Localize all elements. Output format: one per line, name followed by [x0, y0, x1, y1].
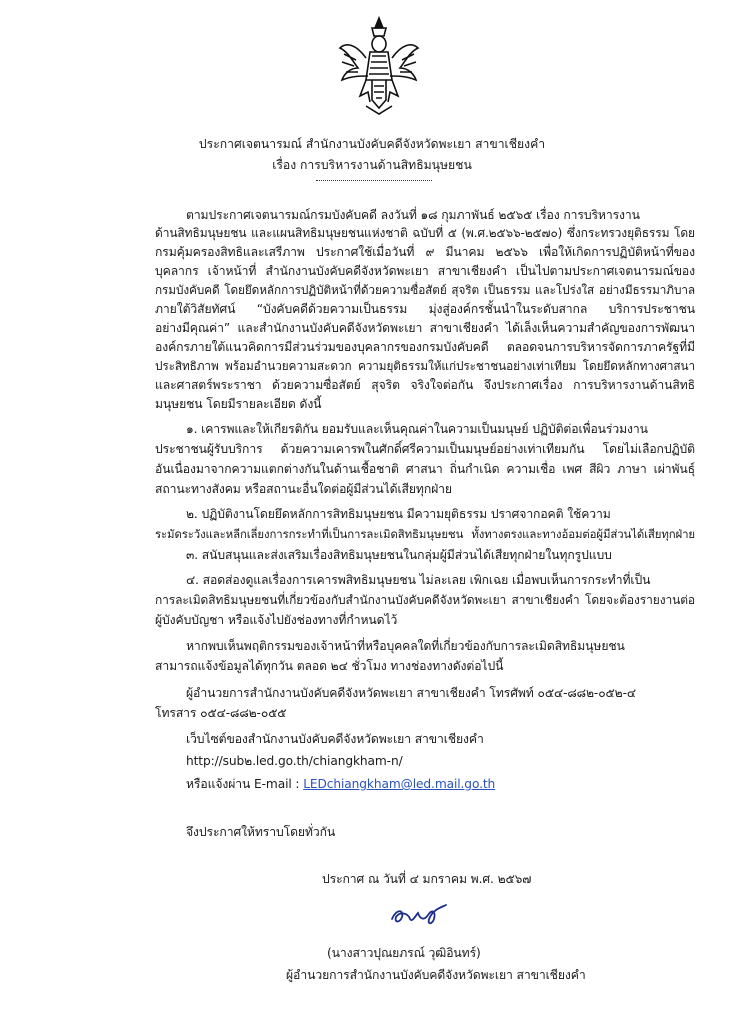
- intro-line: ตามประกาศเจตนารมณ์กรมบังคับคดี ลงวันที่ ๑๘ กุมภาพันธ์ ๒๕๖๕ เรื่อง การบริหารงาน: [186, 208, 640, 222]
- intro-line: และศาสตร์พระราชา ด้วยความซื่อสัตย์ สุจริต จริงใจต่อกัน จึงประกาศเรื่อง การบริหารงานด้านสิทธิ: [155, 378, 695, 392]
- item-1-line: อันเนื่องมาจากความแตกต่างกันในด้านเชื้อชาติ ศาสนา ถิ่นกำเนิด ความเชื่อ เพศ สีผิว ภาษา เผ่าพันธุ์: [155, 462, 695, 476]
- item-4-line: ผู้บังคับบัญชา หรือแจ้งไปยังช่องทางที่กำหนดไว้: [155, 613, 398, 627]
- website-link[interactable]: http://sub๒.led.go.th/chiangkham-n/: [186, 754, 403, 768]
- phone-line: ผู้อำนวยการสำนักงานบังคับคดีจังหวัดพะเยา สาขาเชียงคำ โทรศัพท์ ๐๕๔-๘๘๒-๐๕๒-๔: [186, 686, 637, 700]
- report-line: หากพบเห็นพฤติกรรมของเจ้าหน้าที่หรือบุคคลใดที่เกี่ยวข้องกับการละเมิดสิทธิมนุษยชน: [186, 639, 625, 653]
- intro-line: กรมบังคับคดี โดยยึดหลักการปฏิบัติหน้าที่ด้วยความซื่อสัตย์ สุจริต เป็นธรรม และโปร่งใส อย่างมีธรรมาภิบาล: [155, 283, 695, 297]
- report-line: สามารถแจ้งข้อมูลได้ทุกวัน ตลอด ๒๔ ชั่วโมง ทางช่องทางดังต่อไปนี้: [155, 659, 504, 673]
- intro-line: อย่างมีคุณค่า” และสำนักงานบังคับคดีจังหวัดพะเยา สาขาเชียงคำ ได้เล็งเห็นความสำคัญของการพัฒนา: [155, 321, 695, 335]
- garuda-emblem-icon: [336, 14, 422, 118]
- website-label: เว็บไซต์ของสำนักงานบังคับคดีจังหวัดพะเยา สาขาเชียงคำ: [186, 732, 484, 746]
- intro-line: บุคลากร เจ้าหน้าที่ สำนักงานบังคับคดีจังหวัดพะเยา สาขาเชียงคำ เป็นไปตามประกาศเจตนารมณ์ของ: [155, 264, 695, 278]
- intro-line: ประสิทธิภาพ พร้อมอำนวยความสะดวก ความยุติธรรมให้แก่ประชาชนอย่างเท่าเทียม โดยยึดหลักทางศาสนา: [155, 359, 695, 373]
- intro-line: ภายใต้วิสัยทัศน์ “บังคับคดีด้วยความเป็นธรรม มุ่งสู่องค์กรชั้นนำในระดับสากล บริการประชาชน: [155, 302, 695, 316]
- divider: [316, 180, 432, 181]
- email-link[interactable]: LEDchiangkham@led.mail.go.th: [303, 777, 496, 791]
- announcement-date: ประกาศ ณ วันที่ ๔ มกราคม พ.ศ. ๒๕๖๗: [322, 872, 532, 886]
- item-1-line: สถานะทางสังคม หรือสถานะอื่นใดต่อผู้มีส่วนได้เสียทุกฝ่าย: [155, 482, 452, 496]
- intro-line: ด้านสิทธิมนุษยชน และแผนสิทธิมนุษยชนแห่งชาติ ฉบับที่ ๕ (พ.ศ.๒๕๖๖-๒๕๗๐) ซึ่งกระทรวงยุติธรรม โดย: [155, 226, 695, 240]
- item-2-line: ระมัดระวังและหลีกเลี่ยงการกระทำที่เป็นการละเมิดสิทธิมนุษยชน ทั้งทางตรงและทางอ้อมต่อผู้มีส่วนได้เสียทุกฝ่าย: [155, 527, 695, 541]
- fax-line: โทรสาร ๐๕๔-๘๘๒-๐๕๕: [155, 706, 287, 720]
- item-4-line: การละเมิดสิทธิมนุษยชนที่เกี่ยวข้องกับสำนักงานบังคับคดีจังหวัดพะเยา สาขาเชียงคำ โดยจะต้องรายงานต่อ: [155, 593, 695, 607]
- item-1-line: ๑. เคารพและให้เกียรติกัน ยอมรับและเห็นคุณค่าในความเป็นมนุษย์ ปฏิบัติต่อเพื่อนร่วมงาน: [186, 422, 648, 436]
- closing-line: จึงประกาศให้ทราบโดยทั่วกัน: [186, 825, 336, 839]
- item-2-line: ๒. ปฏิบัติงานโดยยึดหลักการสิทธิมนุษยชน มีความยุติธรรม ปราศจากอคติ ใช้ความ: [186, 507, 611, 521]
- item-3-line: ๓. สนับสนุนและส่งเสริมเรื่องสิทธิมนุษยชนในกลุ่มผู้มีส่วนได้เสียทุกฝ่ายในทุกรูปแบบ: [186, 548, 612, 562]
- item-4-line: ๔. สอดส่องดูแลเรื่องการเคารพสิทธิมนุษยชน ไม่ละเลย เพิกเฉย เมื่อพบเห็นการกระทำที่เป็น: [186, 573, 651, 587]
- email-label: หรือแจ้งผ่าน E-mail :: [186, 777, 304, 791]
- intro-line: มนุษยชน โดยมีรายละเอียด ดังนี้: [155, 397, 322, 411]
- item-1-line: ประชาชนผู้รับบริการ ด้วยความเคารพในศักดิ์ศรีความเป็นมนุษย์อย่างเท่าเทียมกัน โดยไม่เลือกปฏิบัติ: [155, 442, 695, 456]
- announcement-title: ประกาศเจตนารมณ์ สำนักงานบังคับคดีจังหวัดพะเยา สาขาเชียงคำ: [198, 137, 546, 151]
- signatory-position: ผู้อำนวยการสำนักงานบังคับคดีจังหวัดพะเยา สาขาเชียงคำ: [286, 968, 586, 982]
- intro-line: กรมคุ้มครองสิทธิและเสรีภาพ ประกาศใช้เมื่อวันที่ ๙ มีนาคม ๒๕๖๖ เพื่อให้เกิดการปฏิบัติหน้าที่ของ: [155, 245, 695, 259]
- email-line: [186, 775, 495, 793]
- intro-line: องค์กรภายใต้แนวคิดการมีส่วนร่วมของบุคลากรของกรมบังคับคดี ตลอดจนการบริหารจัดการภาครัฐที่มี: [155, 340, 695, 354]
- signatory-name: (นางสาวปุณยภรณ์ วุฒิอินทร์): [327, 946, 481, 960]
- announcement-subject: เรื่อง การบริหารงานด้านสิทธิมนุษยชน: [272, 158, 472, 172]
- handwritten-signature: [388, 903, 450, 929]
